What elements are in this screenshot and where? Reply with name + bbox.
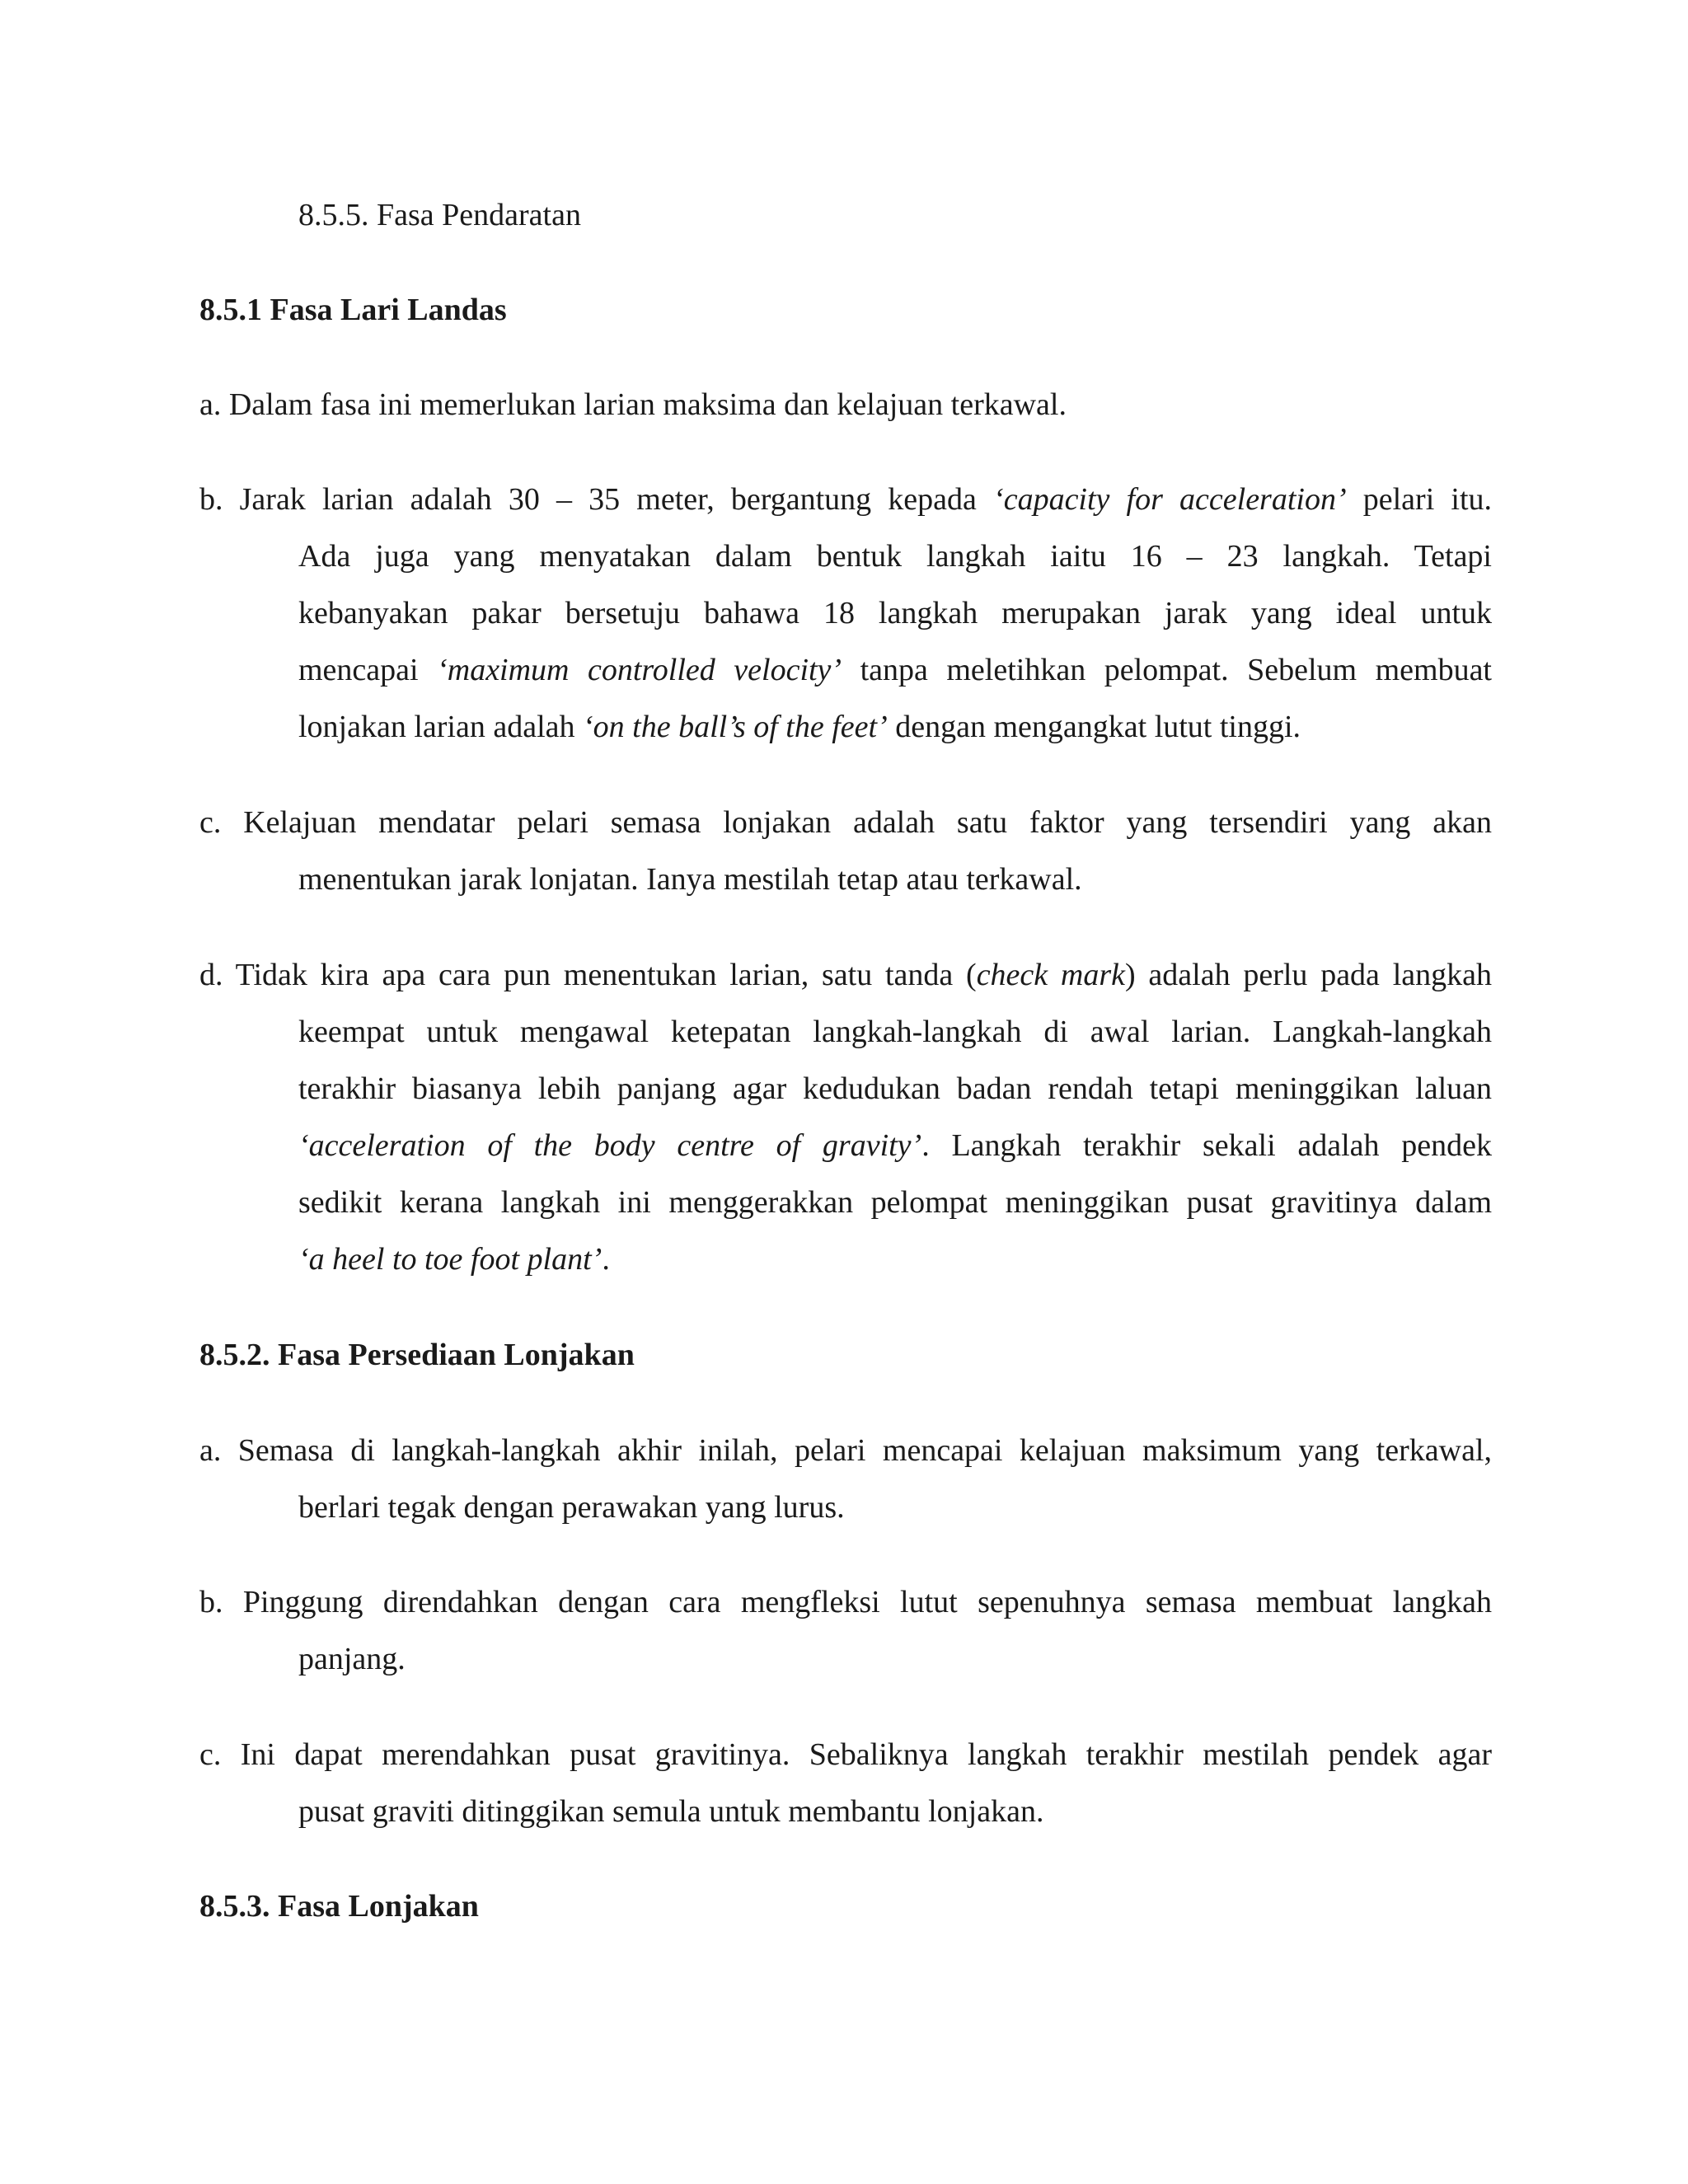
s2-paragraph-c-line-2: pusat graviti ditinggikan semula untuk membantu lonjakan. bbox=[298, 1794, 1044, 1829]
italic-term: ‘capacity for acceleration’ bbox=[993, 482, 1347, 517]
paragraph-b-line-3: kebanyakan pakar bersetuju bahawa 18 langkah merupakan jarak yang ideal untuk bbox=[298, 596, 1492, 630]
text-run: . bbox=[602, 1242, 610, 1277]
paragraph-a-line-1: a. Dalam fasa ini memerlukan larian maksima dan kelajuan terkawal. bbox=[199, 387, 1067, 422]
document-page bbox=[199, 0, 1492, 2184]
text-run: d. Tidak kira apa cara pun menentukan larian, satu tanda ( bbox=[199, 958, 977, 992]
paragraph-b-line-4 bbox=[298, 651, 1492, 689]
text-run: pelari itu. bbox=[1346, 482, 1493, 517]
paragraph-d-line-1 bbox=[199, 956, 1492, 994]
paragraph-c-line-2: menentukan jarak lonjatan. Ianya mestilah tetap atau terkawal. bbox=[298, 862, 1082, 897]
italic-term: ‘acceleration of the body centre of gravity’ bbox=[298, 1128, 922, 1163]
s2-paragraph-b-line-2: panjang. bbox=[298, 1642, 406, 1676]
section-heading-fasa-lari-landas: 8.5.1 Fasa Lari Landas bbox=[199, 293, 507, 327]
text-run: lonjakan larian adalah bbox=[298, 710, 584, 744]
toc-item-fasa-pendaratan: 8.5.5. Fasa Pendaratan bbox=[298, 198, 581, 232]
paragraph-d-line-4 bbox=[298, 1127, 1492, 1165]
italic-term: ‘maximum controlled velocity’ bbox=[437, 653, 842, 687]
paragraph-d-line-3: terakhir biasanya lebih panjang agar kedudukan badan rendah tetapi meninggikan laluan bbox=[298, 1071, 1492, 1106]
section-heading-fasa-lonjakan: 8.5.3. Fasa Lonjakan bbox=[199, 1889, 479, 1924]
paragraph-b-line-1 bbox=[199, 480, 1492, 518]
s2-paragraph-a-line-2: berlari tegak dengan perawakan yang lurus. bbox=[298, 1490, 845, 1525]
text-run: b. Jarak larian adalah 30 – 35 meter, bergantung kepada bbox=[199, 482, 994, 517]
italic-term: ‘a heel to toe foot plant’ bbox=[298, 1242, 603, 1277]
s2-paragraph-a-line-1: a. Semasa di langkah-langkah akhir inilah, pelari mencapai kelajuan maksimum yang terkawal, bbox=[199, 1433, 1492, 1468]
text-run: ) adalah perlu pada langkah bbox=[1125, 958, 1492, 992]
italic-term: check mark bbox=[976, 958, 1126, 992]
italic-term: ‘on the ball’s of the feet’ bbox=[583, 710, 888, 744]
paragraph-c-line-1: c. Kelajuan mendatar pelari semasa lonjakan adalah satu faktor yang tersendiri yang akan bbox=[199, 805, 1492, 840]
section-heading-fasa-persediaan-lonjakan: 8.5.2. Fasa Persediaan Lonjakan bbox=[199, 1338, 635, 1372]
text-run: dengan mengangkat lutut tinggi. bbox=[887, 710, 1301, 744]
s2-paragraph-b-line-1: b. Pinggung direndahkan dengan cara mengfleksi lutut sepenuhnya semasa membuat langkah bbox=[199, 1585, 1492, 1619]
text-run: . Langkah terakhir sekali adalah pendek bbox=[921, 1128, 1493, 1163]
paragraph-b-line-2: Ada juga yang menyatakan dalam bentuk langkah iaitu 16 – 23 langkah. Tetapi bbox=[298, 539, 1492, 574]
text-run: mencapai bbox=[298, 653, 438, 687]
paragraph-b-line-5 bbox=[298, 708, 1301, 746]
paragraph-d-line-2: keempat untuk mengawal ketepatan langkah-langkah di awal larian. Langkah-langkah bbox=[298, 1015, 1492, 1049]
paragraph-d-line-6 bbox=[298, 1240, 610, 1278]
text-run: tanpa meletihkan pelompat. Sebelum membuat bbox=[842, 653, 1492, 687]
s2-paragraph-c-line-1: c. Ini dapat merendahkan pusat gravitinya. Sebaliknya langkah terakhir mestilah pendek agar bbox=[199, 1737, 1492, 1772]
paragraph-d-line-5: sedikit kerana langkah ini menggerakkan pelompat meninggikan pusat gravitinya dalam bbox=[298, 1185, 1492, 1220]
